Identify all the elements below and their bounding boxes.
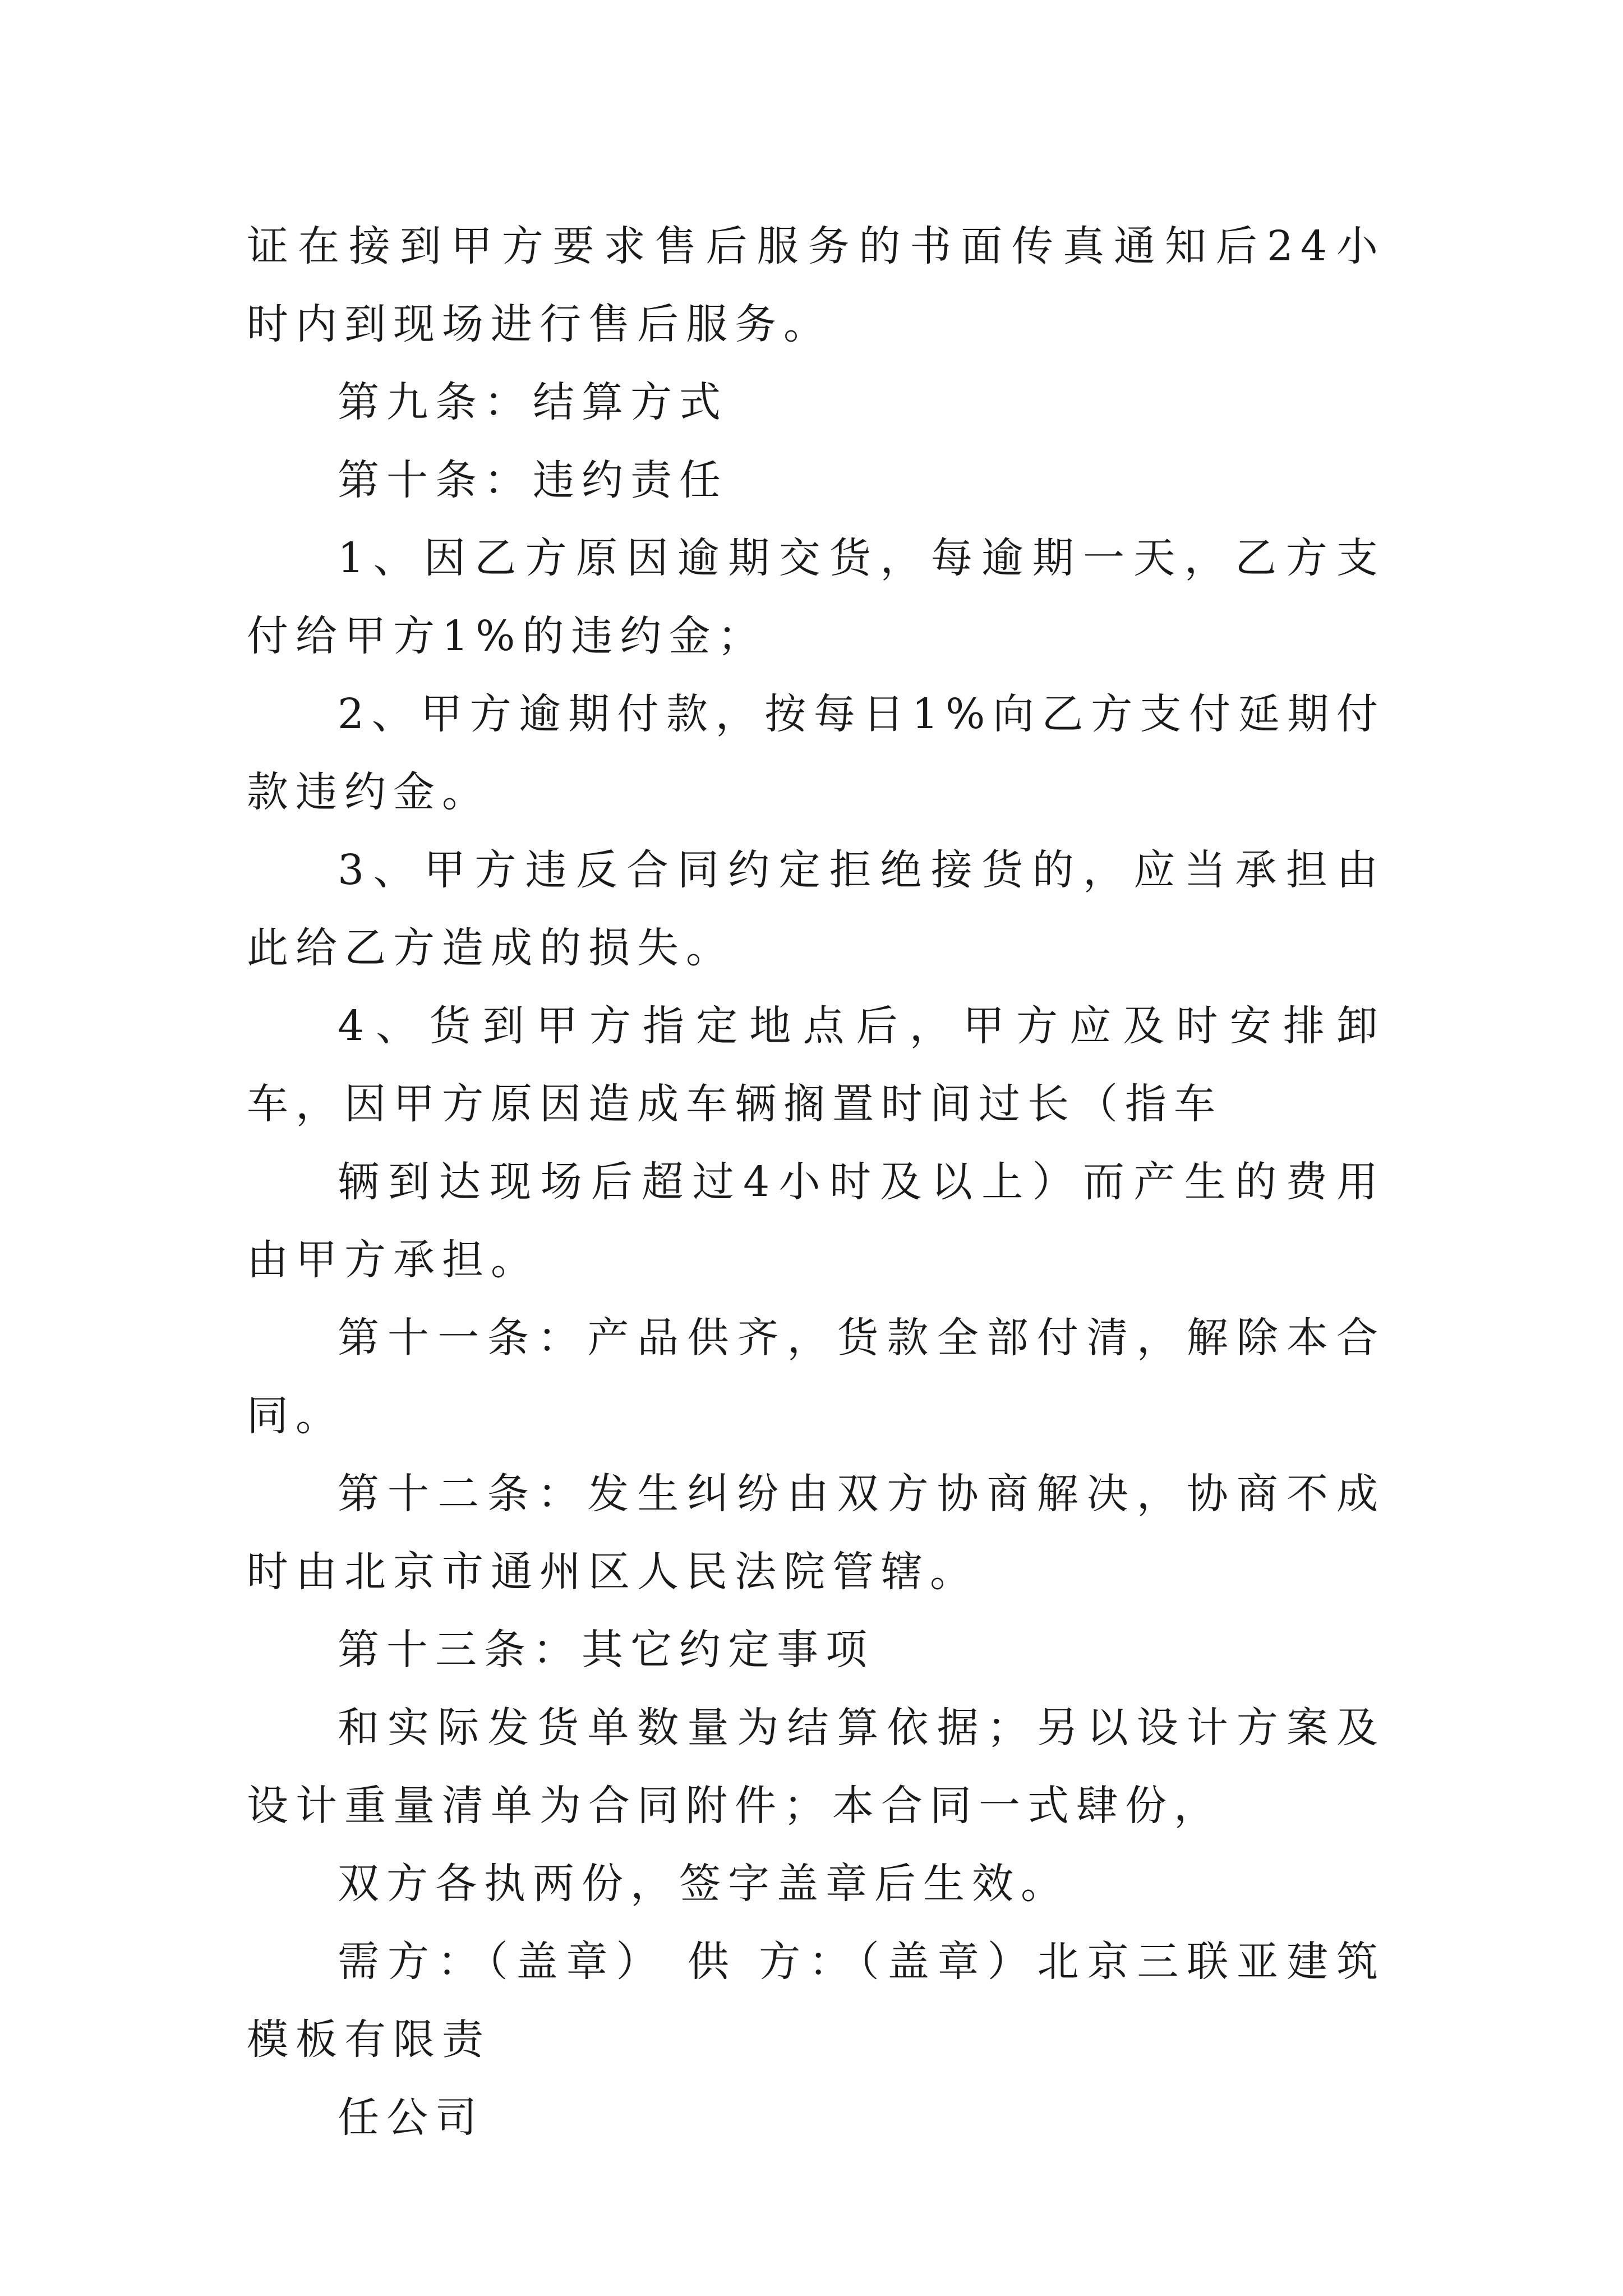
clause-late-payment: 2、甲方逾期付款，按每日1%向乙方支付延期付款违约金。 [247, 690, 1385, 816]
clause-unloading-delay-continued: 辆到达现场后超过4小时及以上）而产生的费用由甲方承担。 [247, 1158, 1385, 1284]
settlement-basis-text: 和实际发货单数量为结算依据；另以设计方案及设计重量清单为合同附件；本合同一式肆份， [247, 1704, 1385, 1830]
article-10-heading: 第十条：违约责任 [338, 456, 728, 504]
clause-unloading-delay: 4、货到甲方指定地点后，甲方应及时安排卸车，因甲方原因造成车辆搁置时间过长（指车 [247, 1002, 1385, 1128]
article-13-heading: 第十三条：其它约定事项 [338, 1626, 874, 1674]
clause-late-delivery: 1、因乙方原因逾期交货，每逾期一天，乙方支付给甲方1%的违约金； [247, 534, 1385, 660]
article-11: 第十一条：产品供齐，货款全部付清，解除本合同。 [247, 1314, 1385, 1440]
article-9-heading: 第九条：结算方式 [338, 378, 728, 426]
clause-refusal-of-goods: 3、甲方违反合同约定拒绝接货的，应当承担由此给乙方造成的损失。 [247, 846, 1385, 972]
signature-line-continued: 任公司 [338, 2093, 484, 2142]
signature-line: 需方：（盖章） 供 方：（盖章）北京三联亚建筑模板有限责 [247, 1938, 1385, 2064]
paragraph-after-sales-service: 证在接到甲方要求售后服务的书面传真通知后24小时内到现场进行售后服务。 [247, 222, 1385, 348]
document-body [247, 208, 1385, 2157]
effectiveness-text: 双方各执两份，签字盖章后生效。 [338, 1860, 1069, 1908]
article-12: 第十二条：发生纠纷由双方协商解决，协商不成时由北京市通州区人民法院管辖。 [247, 1470, 1385, 1596]
